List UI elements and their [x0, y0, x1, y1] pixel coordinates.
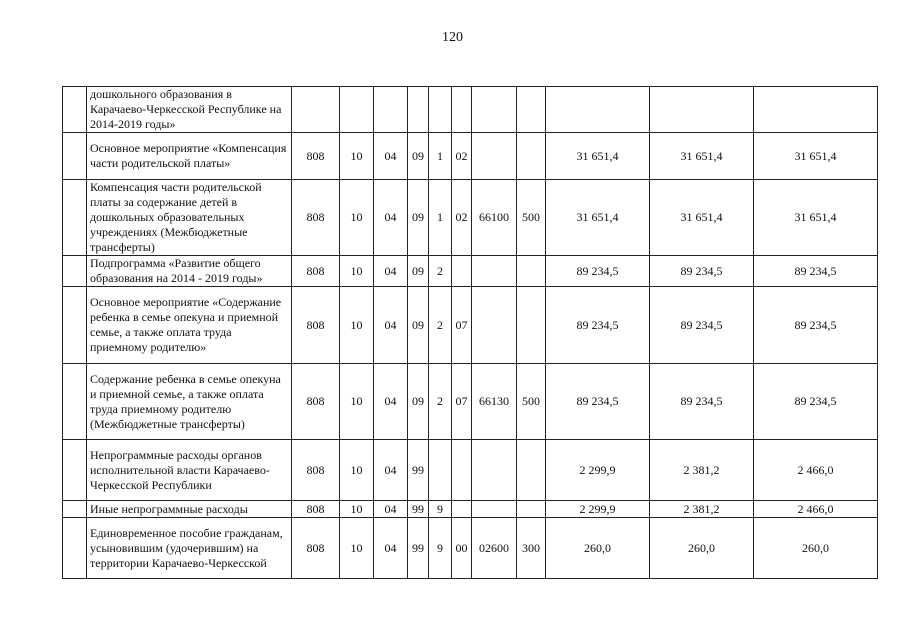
section-cell [340, 87, 374, 133]
subsection-cell: 04 [374, 501, 408, 518]
name-cell: Основное мероприятие «Компенсация части родительской платы» [87, 133, 292, 180]
page-number: 120 [442, 30, 463, 45]
table-row [63, 256, 878, 287]
subprogram-cell [429, 440, 452, 501]
subsection-cell: 04 [374, 518, 408, 579]
index-cell [63, 133, 87, 180]
expense-type-cell: 500 [517, 180, 546, 256]
direction-cell [472, 256, 517, 287]
expense-type-cell [517, 287, 546, 364]
direction-cell [472, 87, 517, 133]
program-cell: 09 [408, 180, 429, 256]
event-cell [452, 87, 472, 133]
event-cell [452, 256, 472, 287]
expense-type-cell: 300 [517, 518, 546, 579]
ministry-cell: 808 [292, 364, 340, 440]
amount-2016-cell: 31 651,4 [754, 180, 878, 256]
name-cell: Основное мероприятие «Содержание ребенка в семье опекуна и приемной семье, а также оплата труда приемному родителю» [87, 287, 292, 364]
direction-cell [472, 133, 517, 180]
expense-type-cell [517, 256, 546, 287]
subprogram-cell: 9 [429, 518, 452, 579]
name-cell: Подпрограмма «Развитие общего образования на 2014 - 2019 годы» [87, 256, 292, 287]
amount-2015-cell [650, 87, 754, 133]
subprogram-cell: 1 [429, 180, 452, 256]
direction-cell: 66100 [472, 180, 517, 256]
amount-2015-cell: 89 234,5 [650, 256, 754, 287]
direction-cell: 02600 [472, 518, 517, 579]
event-cell: 02 [452, 180, 472, 256]
table-row [63, 180, 878, 256]
program-cell: 99 [408, 518, 429, 579]
subsection-cell: 04 [374, 133, 408, 180]
expense-type-cell [517, 501, 546, 518]
subprogram-cell [429, 87, 452, 133]
table-row [63, 518, 878, 579]
amount-2015-cell: 31 651,4 [650, 133, 754, 180]
amount-2014-cell: 2 299,9 [546, 440, 650, 501]
amount-2015-cell: 89 234,5 [650, 364, 754, 440]
amount-2014-cell: 89 234,5 [546, 287, 650, 364]
amount-2014-cell: 31 651,4 [546, 133, 650, 180]
amount-2014-cell [546, 87, 650, 133]
table-row [63, 87, 878, 133]
amount-2015-cell: 260,0 [650, 518, 754, 579]
ministry-cell [292, 87, 340, 133]
expense-type-cell [517, 440, 546, 501]
subprogram-cell: 9 [429, 501, 452, 518]
event-cell: 00 [452, 518, 472, 579]
index-cell [63, 518, 87, 579]
direction-cell: 66130 [472, 364, 517, 440]
expense-type-cell: 500 [517, 364, 546, 440]
section-cell: 10 [340, 440, 374, 501]
subsection-cell: 04 [374, 287, 408, 364]
subprogram-cell: 2 [429, 256, 452, 287]
table-row [63, 501, 878, 518]
section-cell: 10 [340, 287, 374, 364]
expense-type-cell [517, 87, 546, 133]
name-cell: Компенсация части родительской платы за содержание детей в дошкольных образовательных учреждениях (Межбюджетные трансферты) [87, 180, 292, 256]
direction-cell [472, 287, 517, 364]
subprogram-cell: 2 [429, 364, 452, 440]
program-cell: 99 [408, 501, 429, 518]
amount-2015-cell: 89 234,5 [650, 287, 754, 364]
table-row [63, 133, 878, 180]
index-cell [63, 180, 87, 256]
amount-2014-cell: 260,0 [546, 518, 650, 579]
subsection-cell: 04 [374, 440, 408, 501]
section-cell: 10 [340, 501, 374, 518]
index-cell [63, 501, 87, 518]
amount-2016-cell: 31 651,4 [754, 133, 878, 180]
expense-type-cell [517, 133, 546, 180]
amount-2015-cell: 31 651,4 [650, 180, 754, 256]
index-cell [63, 287, 87, 364]
ministry-cell: 808 [292, 501, 340, 518]
table-row [63, 364, 878, 440]
subsection-cell: 04 [374, 180, 408, 256]
budget-table [62, 86, 878, 579]
event-cell: 07 [452, 287, 472, 364]
name-cell: Содержание ребенка в семье опекуна и приемной семье, а также оплата труда приемному родителю (Межбюджетные трансферты) [87, 364, 292, 440]
event-cell [452, 440, 472, 501]
program-cell: 09 [408, 364, 429, 440]
direction-cell [472, 440, 517, 501]
event-cell [452, 501, 472, 518]
event-cell: 02 [452, 133, 472, 180]
ministry-cell: 808 [292, 287, 340, 364]
amount-2016-cell: 89 234,5 [754, 256, 878, 287]
section-cell: 10 [340, 133, 374, 180]
ministry-cell: 808 [292, 256, 340, 287]
amount-2014-cell: 89 234,5 [546, 364, 650, 440]
amount-2016-cell: 89 234,5 [754, 287, 878, 364]
subsection-cell [374, 87, 408, 133]
amount-2016-cell: 2 466,0 [754, 501, 878, 518]
subprogram-cell: 2 [429, 287, 452, 364]
section-cell: 10 [340, 518, 374, 579]
amount-2015-cell: 2 381,2 [650, 501, 754, 518]
name-cell: Иные непрограммные расходы [87, 501, 292, 518]
ministry-cell: 808 [292, 180, 340, 256]
amount-2014-cell: 89 234,5 [546, 256, 650, 287]
section-cell: 10 [340, 364, 374, 440]
section-cell: 10 [340, 256, 374, 287]
amount-2015-cell: 2 381,2 [650, 440, 754, 501]
subsection-cell: 04 [374, 364, 408, 440]
event-cell: 07 [452, 364, 472, 440]
program-cell: 09 [408, 133, 429, 180]
amount-2016-cell: 2 466,0 [754, 440, 878, 501]
amount-2016-cell: 260,0 [754, 518, 878, 579]
ministry-cell: 808 [292, 133, 340, 180]
name-cell: Единовременное пособие гражданам, усыновившим (удочерившим) на территории Карачаево-Черкесской [87, 518, 292, 579]
table-row [63, 440, 878, 501]
amount-2014-cell: 31 651,4 [546, 180, 650, 256]
index-cell [63, 256, 87, 287]
subprogram-cell: 1 [429, 133, 452, 180]
subsection-cell: 04 [374, 256, 408, 287]
index-cell [63, 87, 87, 133]
index-cell [63, 364, 87, 440]
table-row [63, 287, 878, 364]
name-cell: дошкольного образования в Карачаево-Черкесской Республике на 2014-2019 годы» [87, 87, 292, 133]
program-cell: 99 [408, 440, 429, 501]
program-cell [408, 87, 429, 133]
amount-2014-cell: 2 299,9 [546, 501, 650, 518]
amount-2016-cell: 89 234,5 [754, 364, 878, 440]
program-cell: 09 [408, 287, 429, 364]
section-cell: 10 [340, 180, 374, 256]
program-cell: 09 [408, 256, 429, 287]
direction-cell [472, 501, 517, 518]
name-cell: Непрограммные расходы органов исполнительной власти Карачаево-Черкесской Республики [87, 440, 292, 501]
amount-2016-cell [754, 87, 878, 133]
index-cell [63, 440, 87, 501]
ministry-cell: 808 [292, 518, 340, 579]
ministry-cell: 808 [292, 440, 340, 501]
